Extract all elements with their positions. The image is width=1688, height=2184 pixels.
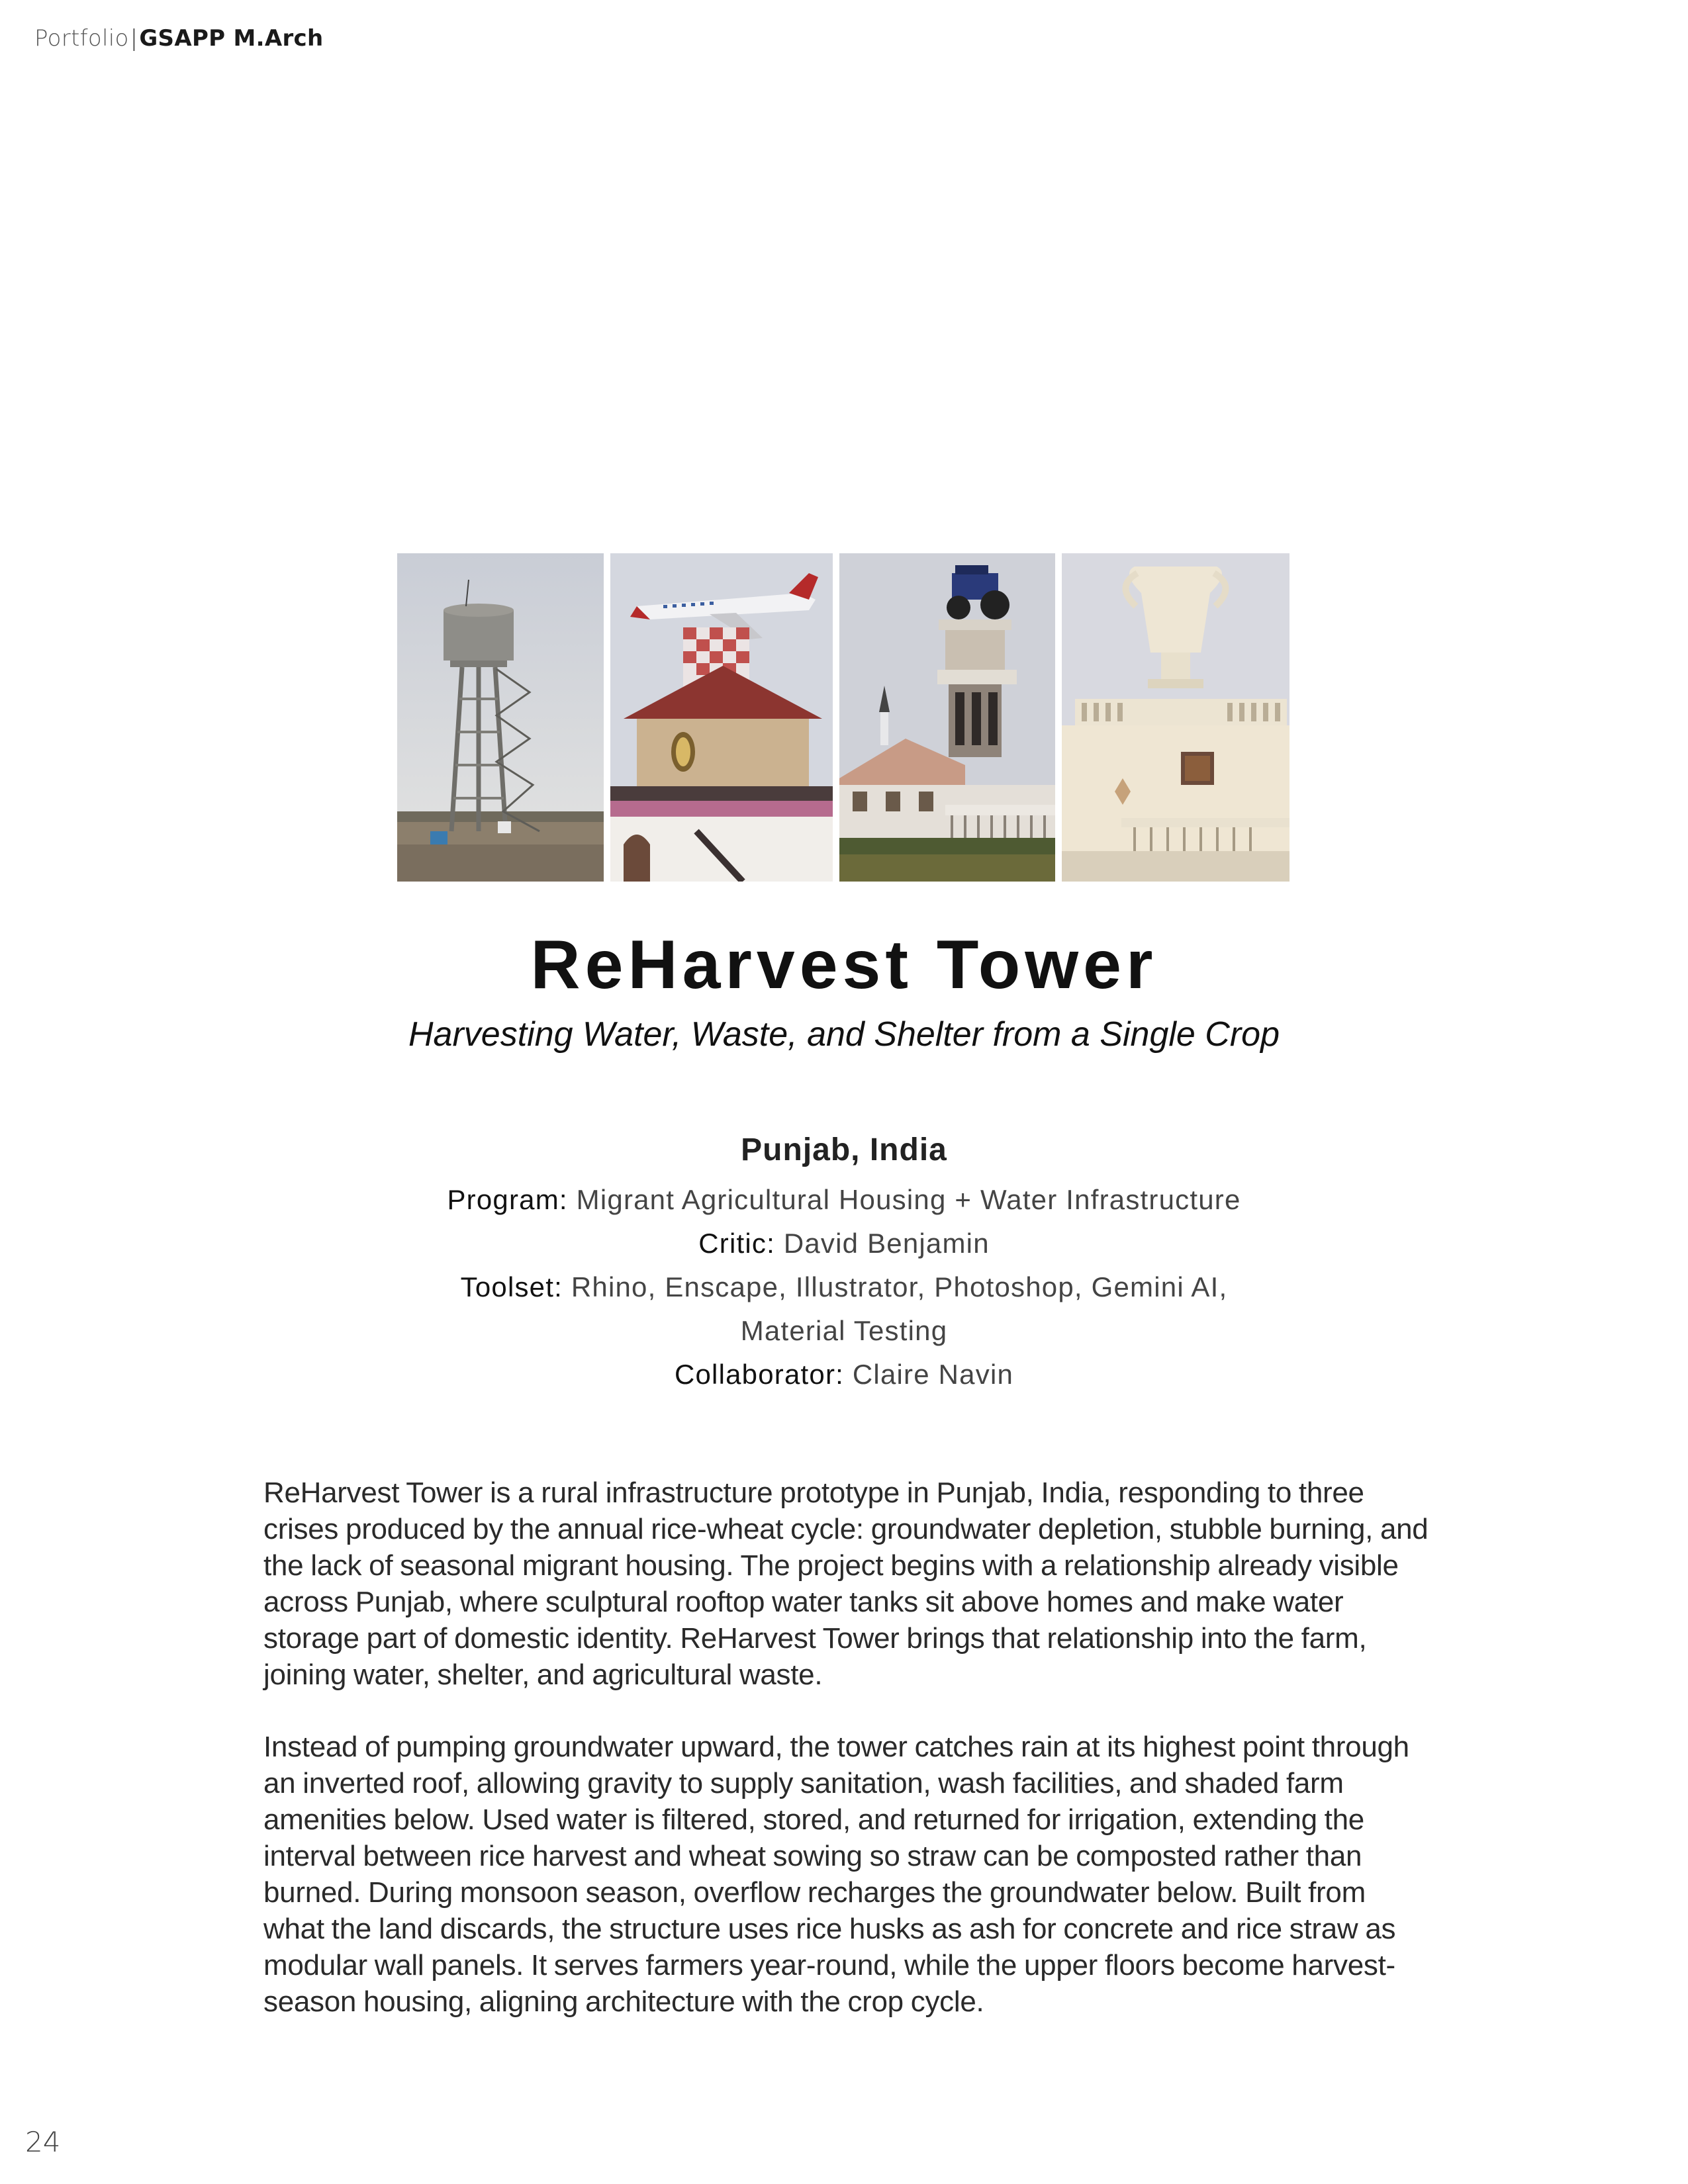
collaborator-value: Claire Navin: [844, 1359, 1014, 1390]
page-number: 24: [25, 2126, 61, 2158]
airplane-rooftop-tank-photo: [610, 553, 833, 882]
header-separator: |: [130, 25, 138, 52]
toolset-value: Rhino, Enscape, Illustrator, Photoshop, Gemini AI, Material Testing: [562, 1271, 1228, 1346]
toolset-row: [424, 1265, 1264, 1353]
project-credits: [424, 1178, 1264, 1396]
toolset-label: Toolset:: [460, 1271, 563, 1302]
program-value: Migrant Agricultural Housing + Water Infrastructure: [567, 1184, 1241, 1215]
urn-rooftop-tank-photo: [1062, 553, 1289, 882]
critic-label: Critic:: [698, 1228, 775, 1259]
description-paragraph-2: Instead of pumping groundwater upward, the tower catches rain at its highest point through an inverted roof, allowing gravity to supply sanitation, wash facilities, and shaded farm amenities below. Used water is filtered, stored, and returned for irrigation, extending the interval between rice harvest and wheat sowing so straw can be composted rather than burned. During monsoon season, overflow recharges the groundwater below. Built from what the land discards, the structure uses rice husks as ash for concrete and rice straw as modular wall panels. It serves farmers year-round, while the upper floors become harvest-season housing, aligning architecture with the crop cycle.: [263, 1731, 1409, 2018]
header-section: Portfolio: [34, 25, 129, 52]
critic-value: David Benjamin: [774, 1228, 990, 1259]
tractor-rooftop-tank-photo: [839, 553, 1055, 882]
collaborator-label: Collaborator:: [674, 1359, 845, 1390]
program-label: Program:: [447, 1184, 568, 1215]
project-subtitle: Harvesting Water, Waste, and Shelter from a Single Crop: [408, 1015, 1280, 1054]
project-location: Punjab, India: [741, 1132, 947, 1167]
header-program: GSAPP M.Arch: [139, 25, 324, 52]
collaborator-row: [424, 1353, 1264, 1396]
project-title: ReHarvest Tower: [530, 927, 1158, 1003]
photo-strip: [397, 553, 1289, 882]
running-header: [34, 25, 324, 52]
water-tower-photo: [397, 553, 604, 882]
critic-row: [424, 1222, 1264, 1265]
description-paragraph-1: ReHarvest Tower is a rural infrastructure prototype in Punjab, India, responding to three crises produced by the annual rice-wheat cycle: groundwater depletion, stubble burning, and the lack of seasonal migrant housing. The project begins with a relationship already visible across Punjab, where sculptural rooftop water tanks sit above homes and make water storage part of domestic identity. ReHarvest Tower brings that relationship into the farm, joining water, shelter, and agricultural waste.: [263, 1477, 1429, 1691]
program-row: [424, 1178, 1264, 1222]
